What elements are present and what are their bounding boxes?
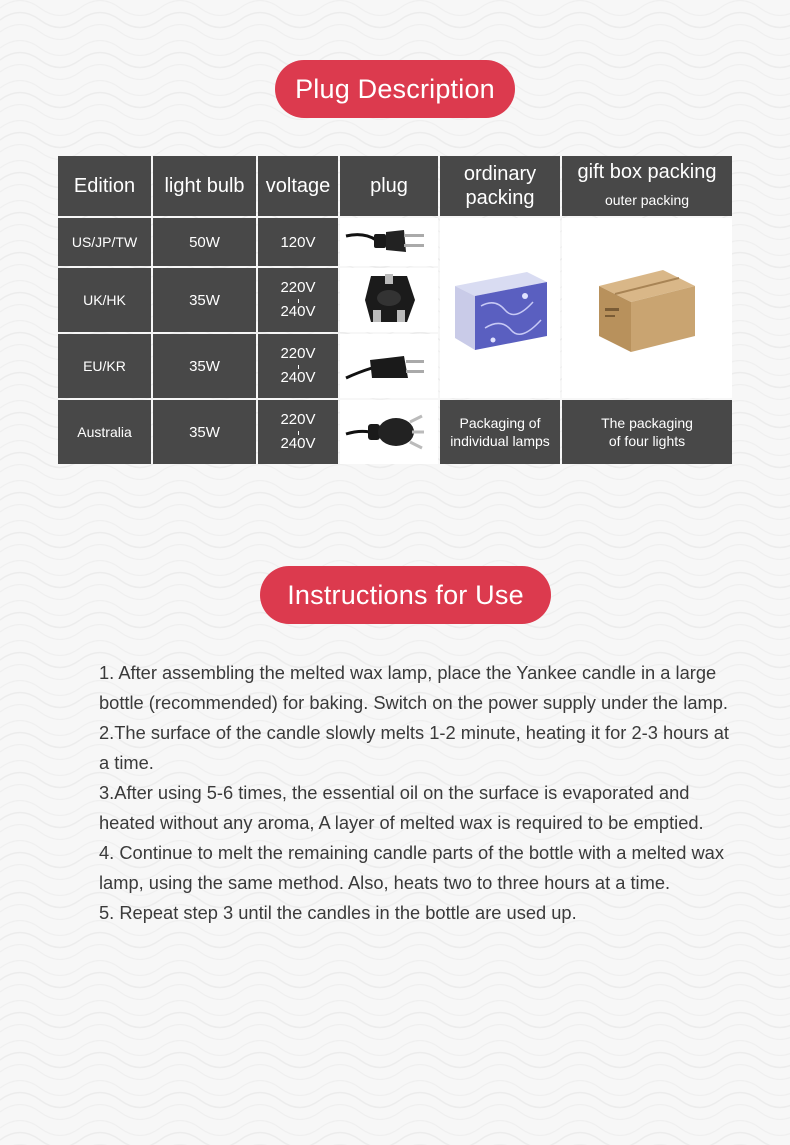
row-edition: Australia: [58, 400, 151, 464]
header-voltage: voltage: [258, 156, 338, 216]
row-bulb: 35W: [153, 400, 256, 464]
instruction-step: 2.The surface of the candle slowly melts 1-2 minute, heating it for 2-3 hours at a time.: [99, 722, 730, 773]
header-plug: plug: [340, 156, 438, 216]
ordinary-packing-caption: Packaging of individual lamps: [440, 400, 560, 464]
row-voltage: 220V 240V: [258, 400, 338, 464]
plug-description-title: Plug Description: [275, 60, 515, 118]
eu-plug-image: [340, 334, 438, 398]
instruction-step: 5. Repeat step 3 until the candles in the bottle are used up.: [99, 902, 577, 923]
instructions-title: Instructions for Use: [260, 566, 551, 624]
gift-packing-image: [562, 218, 732, 398]
header-gift-box-packing: gift box packing outer packing: [562, 156, 732, 216]
uk-plug-image: [340, 268, 438, 332]
row-bulb: 35W: [153, 334, 256, 398]
header-light-bulb: light bulb: [153, 156, 256, 216]
instruction-step: 3.After using 5-6 times, the essential oil on the surface is evaporated and heated without any aroma, A layer of melted wax is required to be emptied.: [99, 782, 704, 833]
header-outer-packing: outer packing: [604, 192, 690, 208]
row-voltage: 220V 240V: [258, 334, 338, 398]
gift-box-blue-icon: [445, 258, 555, 358]
us-plug-icon: [344, 222, 434, 262]
au-plug-icon: [344, 404, 434, 460]
row-edition: UK/HK: [58, 268, 151, 332]
row-bulb: 50W: [153, 218, 256, 266]
row-edition: EU/KR: [58, 334, 151, 398]
au-plug-image: [340, 400, 438, 464]
header-edition: Edition: [58, 156, 151, 216]
us-plug-image: [340, 218, 438, 266]
row-bulb: 35W: [153, 268, 256, 332]
instructions-list: [99, 658, 739, 928]
gift-packing-caption: The packaging of four lights: [562, 400, 732, 464]
instruction-step: 1. After assembling the melted wax lamp, place the Yankee candle in a large bottle (recommended) for baking. Switch on the power supply under the lamp.: [99, 662, 729, 713]
row-voltage: 220V 240V: [258, 268, 338, 332]
instruction-step: 4. Continue to melt the remaining candle parts of the bottle with a melted wax lamp, using the same method. Also, heats two to three hours at a time.: [99, 842, 724, 893]
row-voltage: 120V: [258, 218, 338, 266]
uk-plug-icon: [349, 270, 429, 330]
cardboard-box-icon: [587, 258, 707, 358]
row-edition: US/JP/TW: [58, 218, 151, 266]
ordinary-packing-image: [440, 218, 560, 398]
header-ordinary-packing: ordinary packing: [440, 156, 560, 216]
eu-plug-icon: [344, 338, 434, 394]
